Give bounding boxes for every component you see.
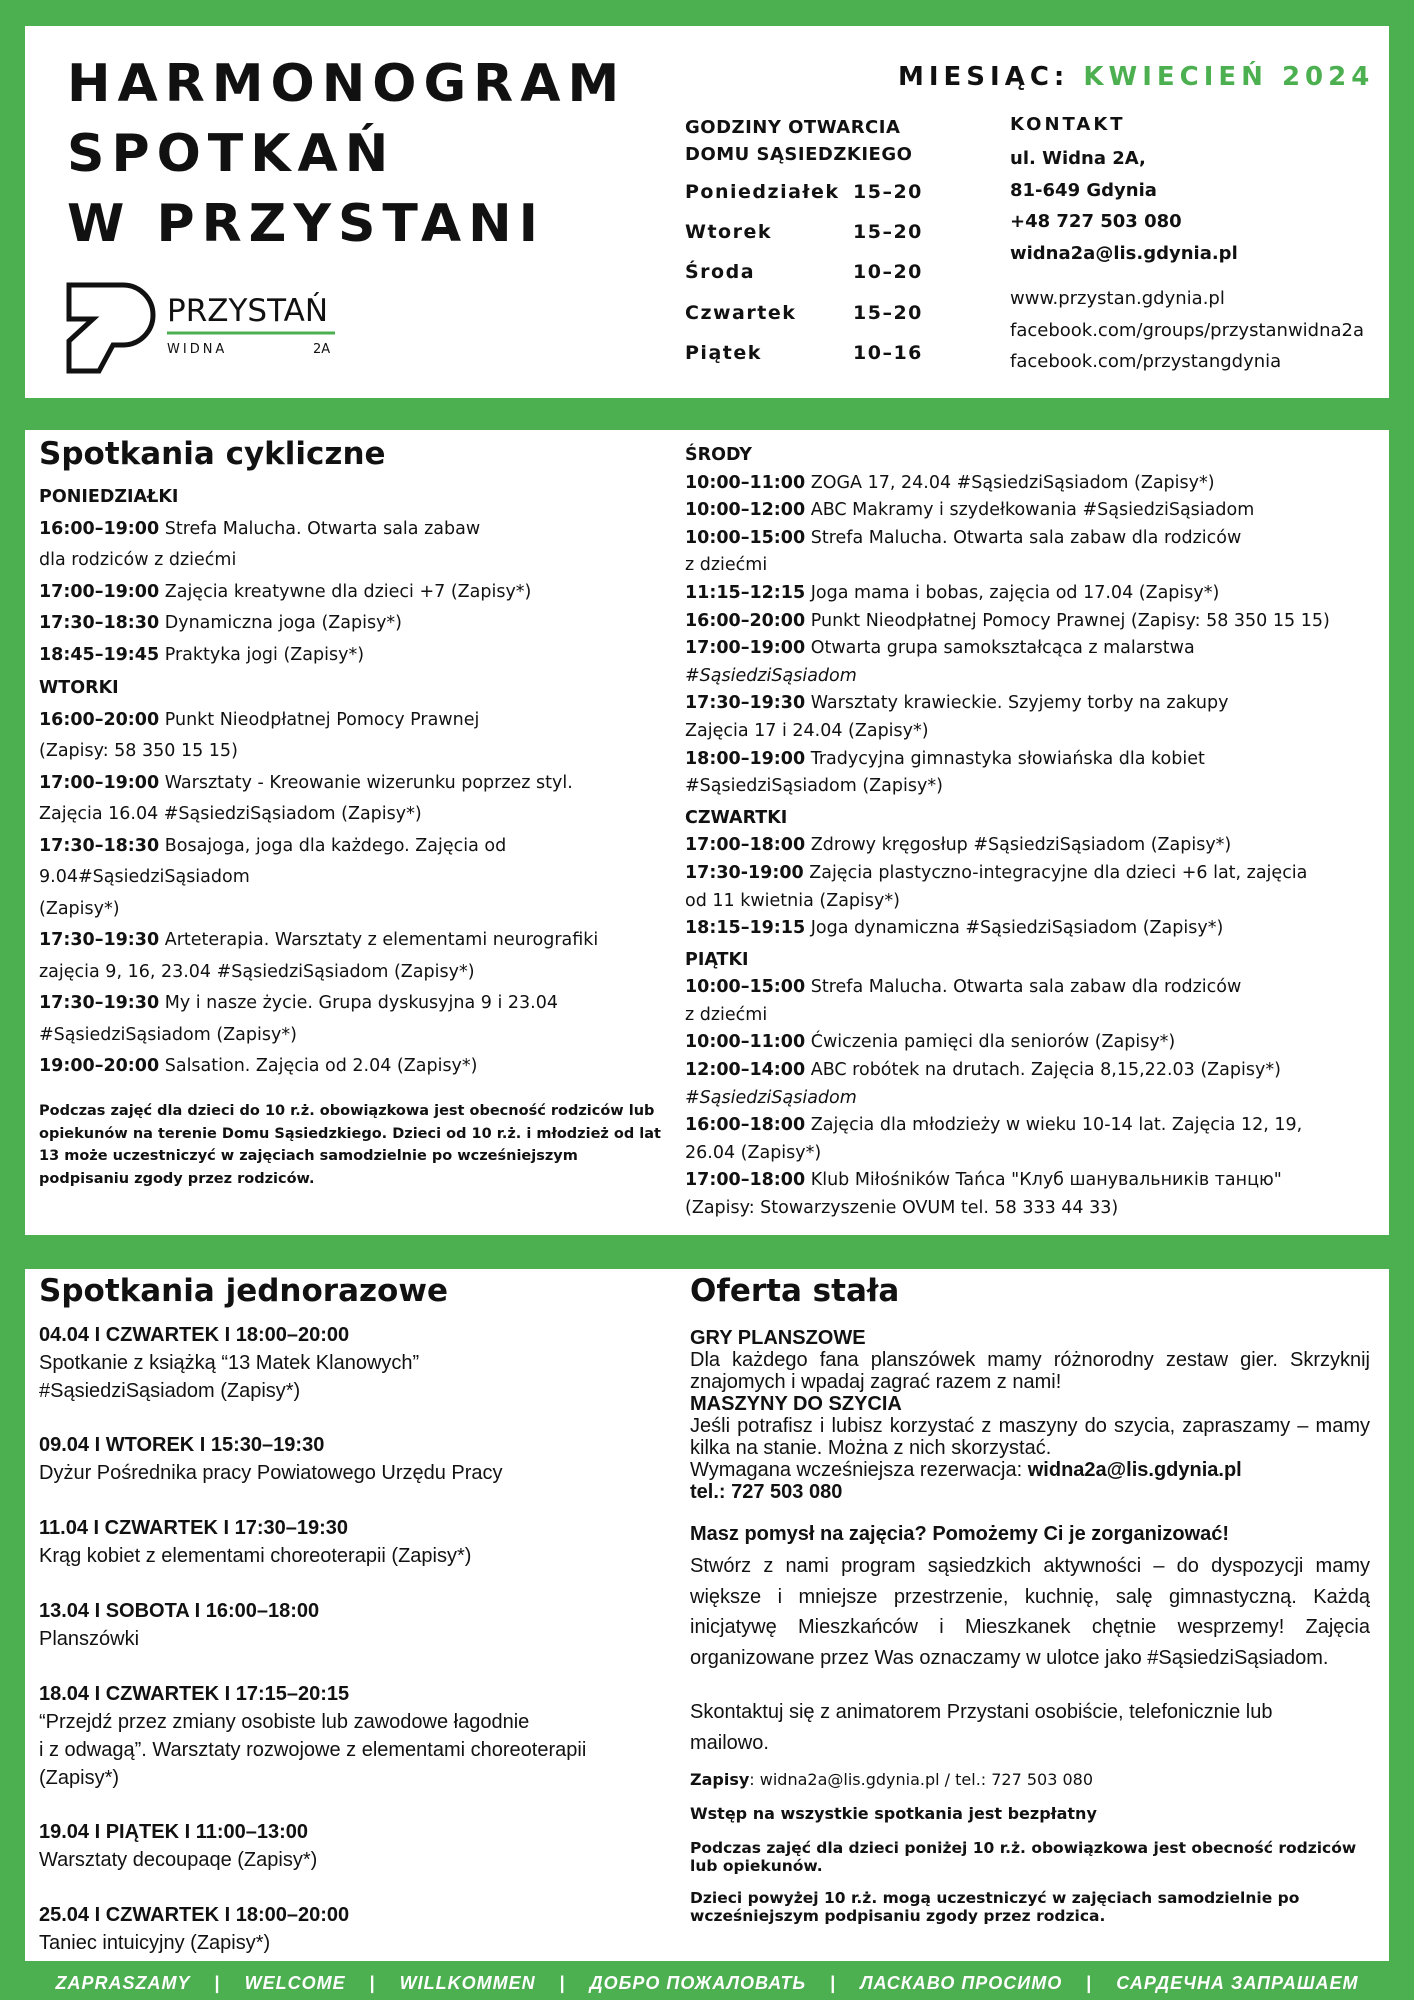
schedule-item: 16:00–20:00 Punkt Nieodpłatnej Pomocy Prawnej <box>39 709 480 730</box>
logo-mark-icon <box>65 281 355 381</box>
event-header: 13.04 I SOBOTA I 16:00–18:00 <box>39 1600 320 1622</box>
event-desc: #SąsiedziSąsiadom (Zapisy*) <box>39 1380 301 1402</box>
day-header-wednesday: ŚRODY <box>685 445 752 465</box>
facebook-group-link[interactable]: facebook.com/groups/przystanwidna2a <box>1010 320 1365 341</box>
schedule-item: 17:00–18:00 Zdrowy kręgosłup #SąsiedziSąsiadom (Zapisy*) <box>685 835 1232 856</box>
oneoff-title: Spotkania jednorazowe <box>39 1273 448 1309</box>
offer-sewing-reservation: Wymagana wcześniejsza rezerwacja: widna2a@lis.gdynia.pl <box>690 1459 1242 1481</box>
event-header: 18.04 I CZWARTEK I 17:15–20:15 <box>39 1683 350 1705</box>
offer-games <box>690 1327 1370 1503</box>
schedule-item: 17:30-19:00 Zajęcia plastyczno-integracyjne dla dzieci +6 lat, zajęcia <box>685 862 1308 883</box>
hours-row <box>685 181 923 203</box>
day-header-tuesday: WTORKI <box>39 678 119 698</box>
logo-sub-1: WIDNA <box>167 342 228 357</box>
hours-day: Środa <box>685 261 756 283</box>
offer-sewing-phone: tel.: 727 503 080 <box>690 1481 843 1503</box>
schedule-item: 18:15–19:15 Joga dynamiczna #SąsiedziSąsiadom (Zapisy*) <box>685 918 1224 939</box>
hours-time: 15–20 <box>853 181 923 203</box>
schedule-item: Zajęcia 16.04 #SąsiedziSąsiadom (Zapisy*) <box>39 804 422 824</box>
schedule-item: 17:30–19:30 My i nasze życie. Grupa dyskusyjna 9 i 23.04 <box>39 993 558 1013</box>
kids-note-1: Podczas zajęć dla dzieci poniżej 10 r.ż. obowiązkowa jest obecność rodziców lub opiekunów. <box>690 1839 1357 1875</box>
welcome-be: САРДЕЧНА ЗАПРАШАЕМ <box>1116 1972 1359 1993</box>
hours-day: Piątek <box>685 342 762 364</box>
bottom-panel <box>25 1269 1389 1961</box>
event-header: 09.04 I WTOREK I 15:30–19:30 <box>39 1434 325 1456</box>
schedule-item: 12:00–14:00 ABC robótek na drutach. Zajęcia 8,15,22.03 (Zapisy*) <box>685 1060 1281 1081</box>
schedule-item: 9.04#SąsiedziSąsiadom <box>39 867 250 887</box>
day-header-friday: PIĄTKI <box>685 949 749 970</box>
schedule-item: dla rodziców z dziećmi <box>39 550 237 570</box>
event-desc: Krąg kobiet z elementami choreoterapii (Zapisy*) <box>39 1545 472 1567</box>
event-header: 11.04 I CZWARTEK I 17:30–19:30 <box>39 1517 349 1539</box>
contact-phone[interactable]: +48 727 503 080 <box>1010 211 1182 232</box>
schedule-item: 26.04 (Zapisy*) <box>685 1142 822 1163</box>
children-note: Podczas zajęć dla dzieci do 10 r.ż. obowiązkowa jest obecność rodziców lub opiekunów na terenie Domu Sąsiedzkiego. Dzieci od 10 r.ż. i młodzież od lat 13 może uczestniczyć w zajęciach samodzielnie po wcześniejszym podpisaniu zgody przez rodziców. <box>39 1103 661 1187</box>
kids-note-2: Dzieci powyżej 10 r.ż. mogą uczestniczyć w zajęciach samodzielnie po wcześniejszym podpisaniu zgody przez rodzica. <box>690 1889 1300 1925</box>
event-desc: Planszówki <box>39 1628 140 1650</box>
schedule-item: (Zapisy: Stowarzyszenie OVUM tel. 58 333 44 33) <box>685 1198 1119 1219</box>
logo-sub-2: 2A <box>313 342 331 357</box>
schedule-item: 11:15–12:15 Joga mama i bobas, zajęcia od 17.04 (Zapisy*) <box>685 582 1220 603</box>
schedule-item: #SąsiedziSąsiadom <box>685 665 857 686</box>
hours-row <box>685 302 923 324</box>
schedule-item: 10:00–12:00 ABC Makramy i szydełkowania #SąsiedziSąsiadom <box>685 500 1255 521</box>
signup-info: Zapisy: widna2a@lis.gdynia.pl / tel.: 727 503 080 <box>690 1770 1094 1789</box>
cyclic-title: Spotkania cykliczne <box>39 436 386 472</box>
hours-time: 15–20 <box>853 221 923 243</box>
month-heading <box>898 62 1374 92</box>
event-item <box>39 1901 679 1957</box>
schedule-item: 18:45–19:45 Praktyka jogi (Zapisy*) <box>39 644 365 665</box>
schedule-item: 10:00–11:00 Ćwiczenia pamięci dla seniorów (Zapisy*) <box>685 1032 1176 1053</box>
hours-day: Wtorek <box>685 221 772 243</box>
event-item <box>39 1514 679 1570</box>
event-header: 04.04 I CZWARTEK I 18:00–20:00 <box>39 1324 350 1346</box>
hours-row <box>685 342 923 364</box>
free-entry-note: Wstęp na wszystkie spotkania jest bezpłatny <box>690 1804 1097 1823</box>
schedule-item: 10:00–15:00 Strefa Malucha. Otwarta sala zabaw dla rodziców <box>685 527 1242 548</box>
event-desc: “Przejdź przez zmiany osobiste lub zawodowe łagodnie <box>39 1711 530 1733</box>
welcome-de: WILLKOMMEN <box>399 1972 536 1993</box>
event-item <box>39 1321 679 1405</box>
schedule-item: 17:00–19:00 Otwarta grupa samokształcąca z malarstwa <box>685 638 1195 659</box>
month-value: KWIECIEŃ 2024 <box>1083 62 1375 92</box>
facebook-page-link[interactable]: facebook.com/przystangdynia <box>1010 351 1282 372</box>
event-item <box>39 1680 679 1792</box>
welcome-uk: ЛАСКАВО ПРОСИМО <box>860 1972 1063 1993</box>
event-desc: i z odwagą”. Warsztaty rozwojowe z elementami choreoterapii <box>39 1739 587 1761</box>
hours-day: Poniedziałek <box>685 181 840 203</box>
schedule-item: #SąsiedziSąsiadom (Zapisy*) <box>685 776 943 797</box>
schedule-item: z dziećmi <box>685 1004 768 1025</box>
offer-games-desc: Dla każdego fana planszówek mamy różnorodny zestaw gier. Skrzyknij znajomych i wpadaj zagrać razem z nami! <box>690 1349 1370 1393</box>
hours-time: 15–20 <box>853 302 923 324</box>
schedule-item: Zajęcia 17 i 24.04 (Zapisy*) <box>685 720 929 741</box>
title-line-1: HARMONOGRAM <box>67 54 627 114</box>
hours-title-line-2: DOMU SĄSIEDZKIEGO <box>685 144 913 165</box>
hours-time: 10–16 <box>853 342 923 364</box>
opening-hours-title <box>685 114 912 168</box>
schedule-item: 10:00–15:00 Strefa Malucha. Otwarta sala zabaw dla rodziców <box>685 977 1242 998</box>
idea-desc: Stwórz z nami program sąsiedzkich aktywności – do dyspozycji mamy większe i mniejsze przestrzenie, kuchnię, salę gimnastyczną. Każdą inicjatywę Mieszkańców i Mieszkanek chętnie wesprzemy! Zajęcia organizowane przez Was oznaczamy w ulotce jako #SąsiedziSąsiadom. <box>690 1555 1370 1669</box>
cyclic-meetings-panel <box>25 430 1389 1235</box>
logo-name: PRZYSTAŃ <box>167 293 329 329</box>
idea-desc-2: Skontaktuj się z animatorem Przystani osobiście, telefonicznie lub mailowo. <box>690 1701 1273 1754</box>
event-desc: Taniec intuicyjny (Zapisy*) <box>39 1932 271 1954</box>
event-desc: (Zapisy*) <box>39 1767 120 1789</box>
schedule-item: 16:00–19:00 Strefa Malucha. Otwarta sala zabaw <box>39 518 481 539</box>
month-label: MIESIĄC: <box>898 62 1070 92</box>
hours-row <box>685 221 923 243</box>
schedule-item: 16:00–18:00 Zajęcia dla młodzieży w wieku 10-14 lat. Zajęcia 12, 19, <box>685 1115 1303 1136</box>
header-panel <box>25 26 1389 398</box>
event-item <box>39 1431 679 1487</box>
event-item <box>39 1818 679 1874</box>
welcome-en: WELCOME <box>244 1972 346 1993</box>
idea-heading: Masz pomysł na zajęcia? Pomożemy Ci je zorganizować! <box>690 1523 1230 1545</box>
contact-city: 81-649 Gdynia <box>1010 180 1157 201</box>
title-line-2: SPOTKAŃ <box>67 124 396 184</box>
przystan-logo <box>65 281 355 386</box>
hours-row <box>685 261 923 283</box>
schedule-item: od 11 kwietnia (Zapisy*) <box>685 890 900 911</box>
website-link[interactable]: www.przystan.gdynia.pl <box>1010 288 1225 309</box>
schedule-item: 17:30–18:30 Bosajoga, joga dla każdego. Zajęcia od <box>39 835 507 856</box>
schedule-item: 10:00–11:00 ZOGA 17, 24.04 #SąsiedziSąsiadom (Zapisy*) <box>685 472 1215 493</box>
schedule-item: 17:00–19:00 Warsztaty - Kreowanie wizerunku poprzez styl. <box>39 772 573 793</box>
day-header-thursday: CZWARTKI <box>685 807 788 828</box>
schedule-item: (Zapisy: 58 350 15 15) <box>39 741 238 761</box>
event-desc: Dyżur Pośrednika pracy Powiatowego Urzędu Pracy <box>39 1462 503 1484</box>
schedule-item: 18:00–19:00 Tradycyjna gimnastyka słowiańska dla kobiet <box>685 748 1205 769</box>
event-item <box>39 1597 679 1653</box>
hours-title-line-1: GODZINY OTWARCIA <box>685 117 901 138</box>
contact-email[interactable]: widna2a@lis.gdynia.pl <box>1010 243 1238 264</box>
footer-welcome-bar: ZAPRASZAMY | WELCOME | WILLKOMMEN | ДОБРО ПОЖАЛОВАТЬ | ЛАСКАВО ПРОСИМО | САРДЕЧНА ЗАПРАШАЕМ <box>0 1966 1414 2000</box>
schedule-item: 19:00–20:00 Salsation. Zajęcia od 2.04 (Zapisy*) <box>39 1056 478 1076</box>
schedule-item: zajęcia 9, 16, 23.04 #SąsiedziSąsiadom (Zapisy*) <box>39 961 475 982</box>
contact-address: ul. Widna 2A, <box>1010 148 1146 169</box>
contact-title: KONTAKT <box>1010 114 1126 135</box>
hours-day: Czwartek <box>685 302 797 324</box>
event-desc: Spotkanie z książką “13 Matek Klanowych” <box>39 1352 420 1374</box>
event-header: 25.04 I CZWARTEK I 18:00–20:00 <box>39 1904 350 1926</box>
title-line-3: W PRZYSTANI <box>67 194 545 254</box>
hours-time: 10–20 <box>853 261 923 283</box>
event-desc: Warsztaty decoupaqe (Zapisy*) <box>39 1849 318 1871</box>
schedule-item: 17:30–19:30 Arteterapia. Warsztaty z elementami neurografiki <box>39 930 599 950</box>
day-header-monday: PONIEDZIAŁKI <box>39 487 179 507</box>
schedule-item: 17:30–19:30 Warsztaty krawieckie. Szyjemy torby na zakupy <box>685 693 1229 714</box>
schedule-item: 17:30–18:30 Dynamiczna joga (Zapisy*) <box>39 613 403 633</box>
schedule-item: 16:00–20:00 Punkt Nieodpłatnej Pomocy Prawnej (Zapisy: 58 350 15 15) <box>685 610 1330 631</box>
schedule-item: #SąsiedziSąsiadom <box>685 1087 857 1108</box>
schedule-item: 17:00–18:00 Klub Miłośników Tańca "Клуб шанувальників танцю" <box>685 1170 1282 1191</box>
offer-sewing-header: MASZYNY DO SZYCIA <box>690 1393 902 1415</box>
event-header: 19.04 I PIĄTEK I 11:00–13:00 <box>39 1821 309 1843</box>
offer-sewing-desc: Jeśli potrafisz i lubisz korzystać z maszyny do szycia, zapraszamy – mamy kilka na stanie. Można z nich skorzystać. <box>690 1415 1370 1459</box>
welcome-ru: ДОБРО ПОЖАЛОВАТЬ <box>589 1972 807 1993</box>
schedule-item: 17:00–19:00 Zajęcia kreatywne dla dzieci +7 (Zapisy*) <box>39 581 532 602</box>
schedule-item: (Zapisy*) <box>39 898 120 919</box>
cyclic-left-column <box>39 480 679 1083</box>
welcome-pl: ZAPRASZAMY <box>55 1972 191 1993</box>
schedule-item: #SąsiedziSąsiadom (Zapisy*) <box>39 1024 297 1045</box>
offer-title: Oferta stała <box>690 1273 900 1309</box>
schedule-item: z dziećmi <box>685 555 768 576</box>
offer-games-header: GRY PLANSZOWE <box>690 1327 866 1349</box>
cyclic-right-column <box>685 438 1395 1223</box>
